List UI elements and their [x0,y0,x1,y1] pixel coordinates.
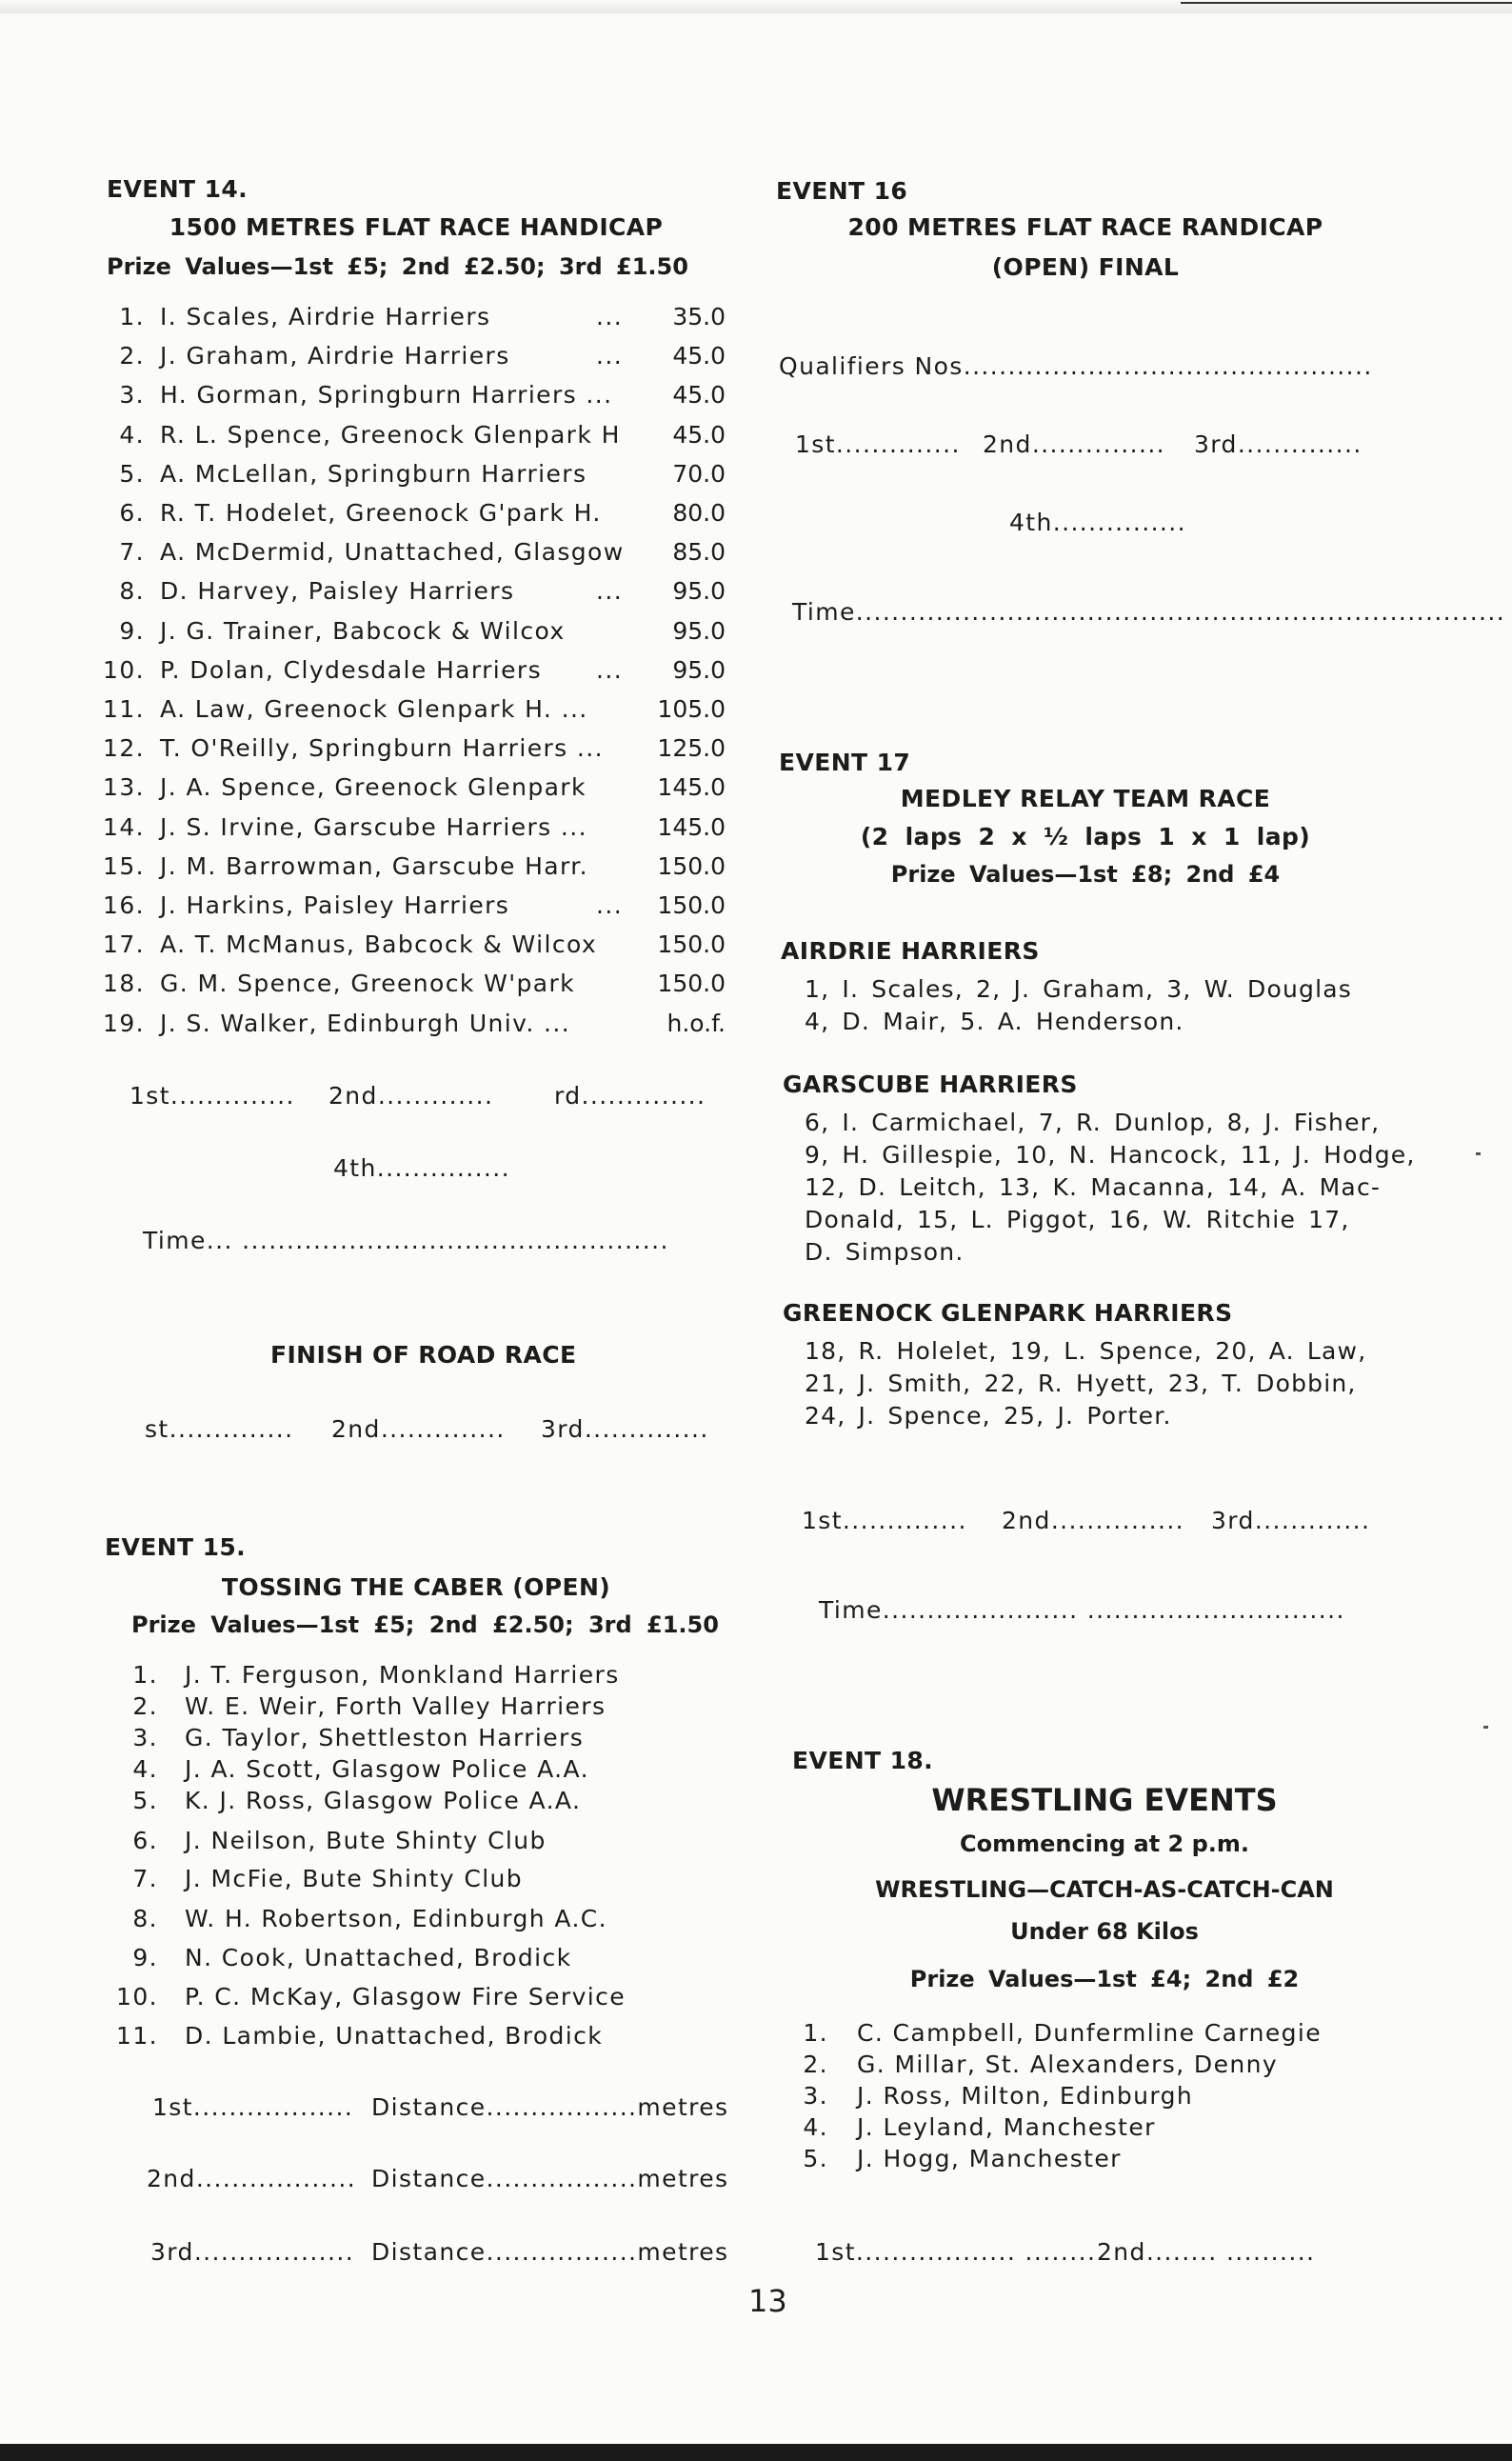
entry-name: R. L. Spence, Greenock Glenpark H [160,420,621,449]
entry-handicap: 45.0 [672,381,726,410]
entry-handicap: 45.0 [672,342,726,370]
event-15-third-place: 3rd.................. [150,2238,355,2266]
event-16-qualifiers: Qualifiers Nos.............................................. [779,352,1373,380]
entry-number: 7. [132,1865,158,1892]
entry-handicap: 45.0 [672,420,726,449]
team-airdrie-line: 4, D. Mair, 5. A. Henderson. [805,1008,1184,1035]
entry-name: J. McFie, Bute Shinty Club [185,1865,524,1892]
event-17-second-place: 2nd............... [1002,1507,1185,1534]
event-14-fourth-place: 4th............... [333,1154,510,1182]
entry-handicap: 95.0 [672,655,726,684]
event-14-second-place: 2nd............. [328,1082,494,1110]
margin-mark [1476,1152,1481,1155]
entry-name: H. Gorman, Springburn Harriers ... [160,381,613,410]
event-16-fourth-place: 4th............... [1009,509,1186,536]
event-17-prize: Prize Values—1st £8; 2nd £4 [890,861,1281,888]
entry-name: A. McLellan, Springburn Harriers [160,459,587,488]
entry-name: A. T. McManus, Babcock & Wilcox [160,930,598,959]
entry-name: C. Campbell, Dunfermline Carnegie [857,2019,1322,2047]
event-14-first-place: 1st.............. [129,1082,295,1110]
entry-name: G. Millar, St. Alexanders, Denny [857,2051,1279,2078]
entry-number: 8. [119,577,145,606]
event-14-third-place: rd.............. [554,1082,706,1110]
entry-handicap: 145.0 [657,773,726,802]
entry-dots: ... [596,303,624,330]
event-16-third-place: 3rd.............. [1194,430,1363,458]
event-18-first-place: 1st.................. ........ [815,2238,1097,2266]
entry-handicap: 70.0 [672,459,726,488]
entry-dots: ... [596,655,624,684]
entry-number: 17. [103,930,145,959]
entry-name: W. E. Weir, Forth Valley Harriers [185,1692,607,1720]
entry-number: 2. [803,2051,828,2078]
entry-name: K. J. Ross, Glasgow Police A.A. [185,1787,582,1814]
entry-name: G. Taylor, Shettleston Harriers [185,1724,585,1751]
event-15-label: EVENT 15. [105,1533,247,1561]
event-17-first-place: 1st.............. [802,1507,967,1534]
event-16-title: 200 METRES FLAT RACE RANDICAP [847,213,1323,241]
road-race-title: FINISH OF ROAD RACE [270,1341,577,1369]
entry-number: 5. [132,1787,158,1814]
entry-number: 9. [119,616,145,645]
entry-name: J. T. Ferguson, Monkland Harriers [185,1661,620,1689]
team-garscube-line: 6, I. Carmichael, 7, R. Dunlop, 8, J. Fisher, [805,1109,1381,1136]
entry-name: J. S. Walker, Edinburgh Univ. ... [160,1009,571,1037]
entry-handicap: 150.0 [657,930,726,959]
entry-number: 1. [803,2019,828,2047]
entry-number: 5. [119,459,145,488]
entry-name: I. Scales, Airdrie Harriers [160,303,491,330]
event-16-first-place: 1st.............. [795,430,961,458]
road-race-second-place: 2nd.............. [331,1415,506,1443]
event-15-second-place: 2nd.................. [147,2165,357,2192]
event-17-third-place: 3rd............. [1211,1507,1371,1534]
entry-dots: ... [596,891,624,919]
event-15-prize: Prize Values—1st £5; 2nd £2.50; 3rd £1.50 [131,1611,719,1638]
team-greenock-line: 24, J. Spence, 25, J. Porter. [805,1402,1172,1430]
entry-handicap: 85.0 [672,538,726,567]
entry-name: R. T. Hodelet, Greenock G'park H. [160,499,602,527]
event-15-first-place: 1st.................. [152,2093,354,2121]
event-15-third-distance: Distance.................metres [371,2238,729,2266]
event-17-title: MEDLEY RELAY TEAM RACE [900,785,1271,812]
entry-number: 3. [132,1724,158,1751]
entry-number: 15. [103,851,145,880]
entry-name: T. O'Reilly, Springburn Harriers ... [160,734,604,763]
team-airdrie-line: 1, I. Scales, 2, J. Graham, 3, W. Douglas [805,975,1352,1003]
event-18-weight: Under 68 Kilos [1010,1918,1199,1945]
entry-handicap: 150.0 [657,891,726,919]
entry-name: J. Harkins, Paisley Harriers [160,891,510,919]
team-garscube-line: D. Simpson. [805,1238,965,1266]
team-garscube-line: 9, H. Gillespie, 10, N. Hancock, 11, J. Hodge, [805,1141,1416,1169]
event-16-subtitle: (OPEN) FINAL [991,253,1180,281]
entry-number: 18. [103,970,145,998]
team-garscube-name: GARSCUBE HARRIERS [783,1070,1078,1098]
entry-dots: ... [596,342,624,370]
event-17-label: EVENT 17 [779,749,911,776]
event-18-title: WRESTLING EVENTS [931,1782,1278,1818]
entry-name: J. A. Scott, Glasgow Police A.A. [185,1755,589,1783]
entry-name: P. Dolan, Clydesdale Harriers [160,655,543,684]
event-17-subtitle: (2 laps 2 x ½ laps 1 x 1 lap) [860,823,1311,850]
event-14-label: EVENT 14. [107,175,249,203]
entry-number: 5. [803,2145,828,2172]
entry-handicap: 150.0 [657,970,726,998]
entry-number: 4. [803,2113,828,2141]
entry-handicap: 80.0 [672,499,726,527]
event-14-time: Time... ................................................ [143,1227,669,1254]
event-15-title: TOSSING THE CABER (OPEN) [221,1573,611,1601]
entry-number: 6. [119,499,145,527]
team-greenock-line: 18, R. Holelet, 19, L. Spence, 20, A. Law, [805,1337,1367,1365]
page-top-rule [1181,2,1512,4]
entry-name: J. M. Barrowman, Garscube Harr. [160,851,588,880]
entry-name: P. C. McKay, Glasgow Fire Service [185,1983,627,2011]
entry-name: A. McDermid, Unattached, Glasgow [160,538,625,567]
entry-handicap: 95.0 [672,616,726,645]
entry-number: 3. [119,381,145,410]
event-16-label: EVENT 16 [776,177,908,205]
entry-dots: ... [596,577,624,606]
team-greenock-line: 21, J. Smith, 22, R. Hyett, 23, T. Dobbin, [805,1370,1357,1397]
entry-name: J. A. Spence, Greenock Glenpark [160,773,587,802]
entry-handicap: 105.0 [657,695,726,723]
page-number: 13 [748,2283,787,2319]
entry-handicap: 35.0 [672,303,726,330]
team-airdrie-name: AIRDRIE HARRIERS [781,937,1040,965]
entry-number: 16. [103,891,145,919]
entry-number: 1. [119,303,145,330]
entry-number: 11. [103,695,145,723]
entry-name: D. Lambie, Unattached, Brodick [185,2022,604,2050]
entry-number: 4. [132,1755,158,1783]
team-greenock-name: GREENOCK GLENPARK HARRIERS [783,1299,1233,1327]
entry-number: 3. [803,2082,828,2110]
entry-name: G. M. Spence, Greenock W'park [160,970,576,998]
entry-number: 13. [103,773,145,802]
entry-name: N. Cook, Unattached, Brodick [185,1944,572,1971]
entry-handicap: 125.0 [657,734,726,763]
entry-name: J. S. Irvine, Garscube Harriers ... [160,812,587,841]
entry-handicap: 145.0 [657,812,726,841]
entry-number: 10. [103,655,145,684]
entry-number: 8. [132,1905,158,1932]
entry-name: J. Neilson, Bute Shinty Club [185,1827,547,1854]
entry-number: 7. [119,538,145,567]
event-17-time: Time...................... ............................. [819,1596,1345,1624]
entry-number: 2. [132,1692,158,1720]
entry-number: 1. [132,1661,158,1689]
event-18-style: WRESTLING—CATCH-AS-CATCH-CAN [875,1876,1334,1903]
entry-number: 10. [116,1983,158,2011]
entry-name: A. Law, Greenock Glenpark H. ... [160,695,588,723]
entry-name: D. Harvey, Paisley Harriers [160,577,515,606]
event-18-commencing: Commencing at 2 p.m. [959,1831,1250,1857]
entry-name: J. Graham, Airdrie Harriers [160,342,510,370]
event-18-label: EVENT 18. [792,1747,934,1774]
entry-number: 2. [119,342,145,370]
entry-number: 14. [103,812,145,841]
margin-mark [1483,1726,1488,1729]
entry-number: 4. [119,420,145,449]
entry-number: 9. [132,1944,158,1971]
entry-number: 6. [132,1827,158,1854]
entry-number: 19. [103,1009,145,1037]
event-18-prize: Prize Values—1st £4; 2nd £2 [909,1966,1300,1992]
entry-handicap: 150.0 [657,851,726,880]
page-bottom-edge [0,2444,1512,2461]
entry-name: J. Leyland, Manchester [857,2113,1156,2141]
team-garscube-line: 12, D. Leitch, 13, K. Macanna, 14, A. Mac- [805,1173,1382,1201]
event-16-time: Time......................................................................... [792,598,1506,626]
entry-handicap: 95.0 [672,577,726,606]
entry-name: J. G. Trainer, Babcock & Wilcox [160,616,566,645]
event-18-second-place: 2nd........ .......... [1097,2238,1316,2266]
entry-name: J. Ross, Milton, Edinburgh [857,2082,1194,2110]
entry-name: J. Hogg, Manchester [857,2145,1122,2172]
event-16-second-place: 2nd............... [983,430,1166,458]
team-garscube-line: Donald, 15, L. Piggot, 16, W. Ritchie 17, [805,1206,1350,1233]
event-15-second-distance: Distance.................metres [371,2165,729,2192]
entry-number: 12. [103,734,145,763]
entry-handicap: h.o.f. [666,1009,726,1037]
event-14-prize: Prize Values—1st £5; 2nd £2.50; 3rd £1.50 [107,253,688,280]
road-race-third-place: 3rd.............. [541,1415,709,1443]
entry-number: 11. [116,2022,158,2050]
road-race-first-place: st.............. [145,1415,294,1443]
event-14-title: 1500 METRES FLAT RACE HANDICAP [169,213,664,241]
event-15-first-distance: Distance.................metres [371,2093,729,2121]
entry-name: W. H. Robertson, Edinburgh A.C. [185,1905,608,1932]
